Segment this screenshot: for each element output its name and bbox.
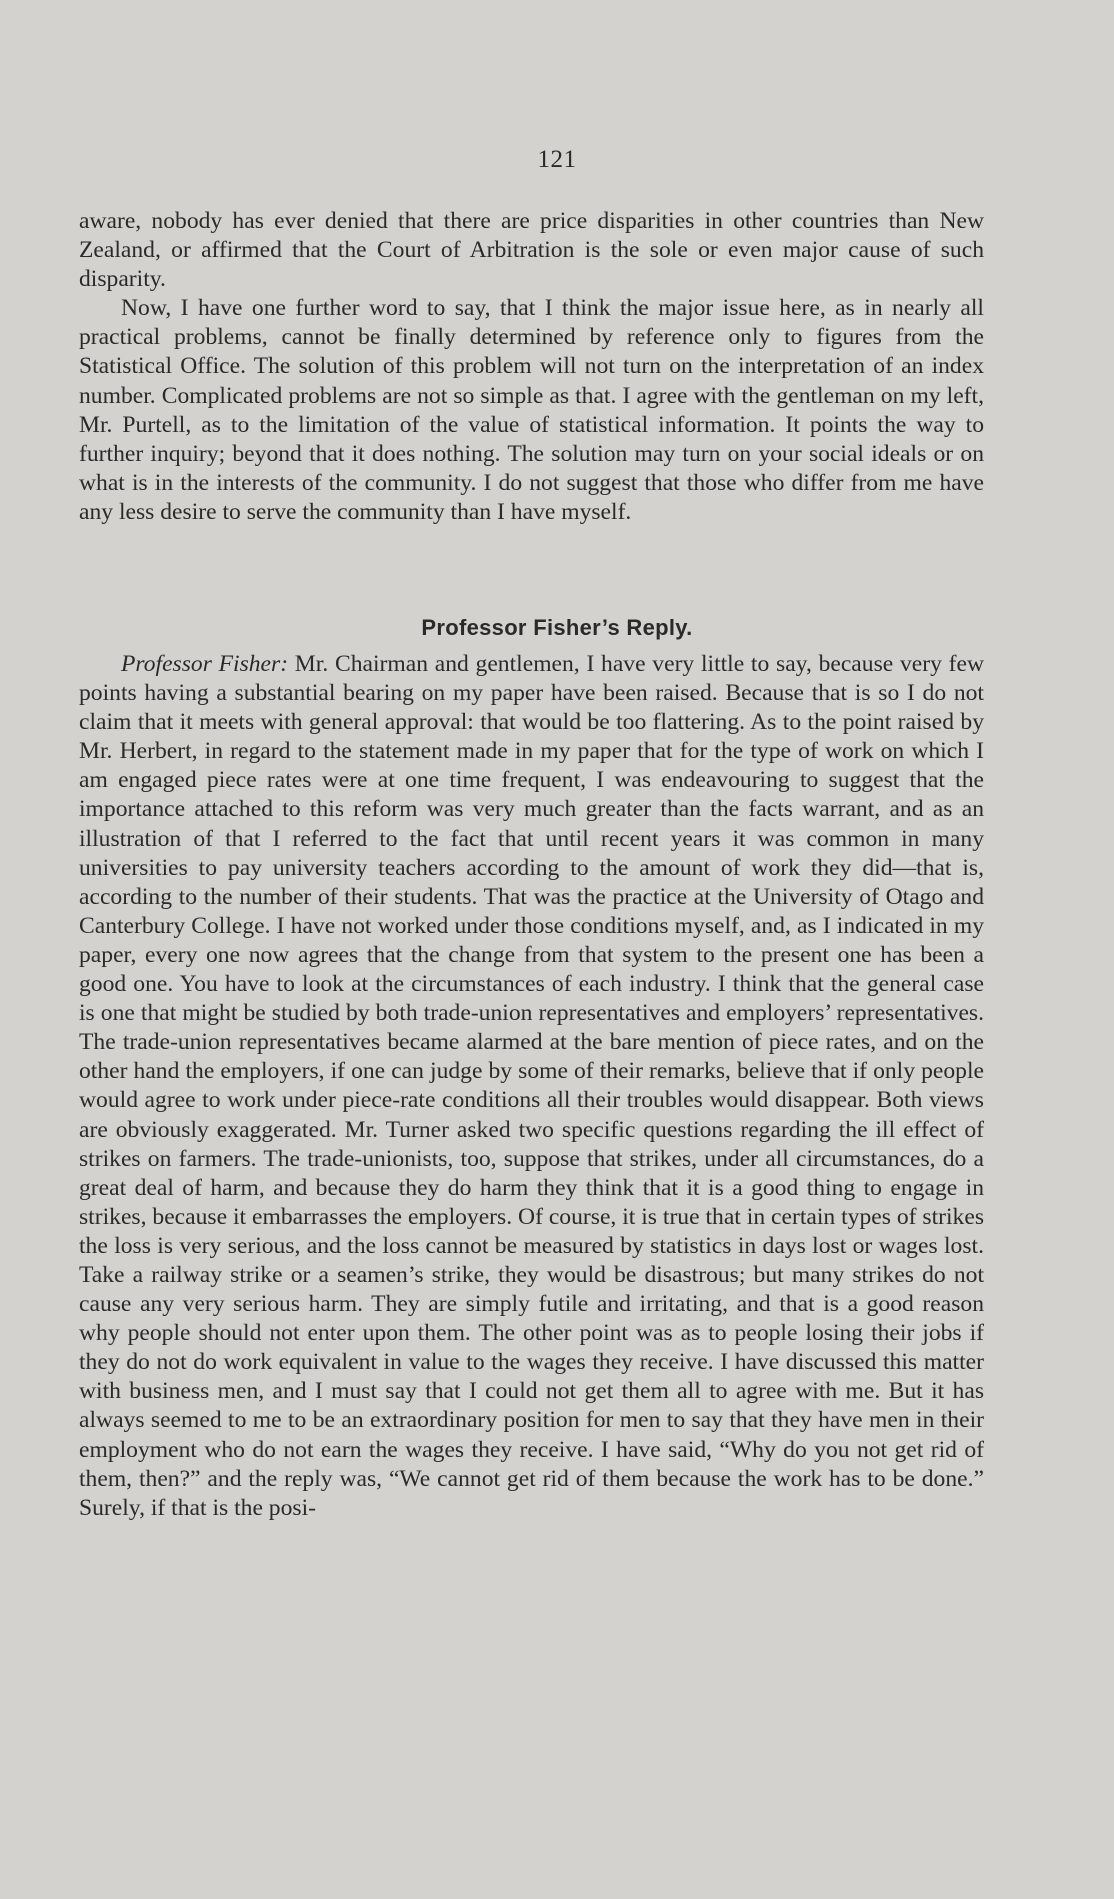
paragraph: Now, I have one further word to say, that I think the major issue here, as in nearly all practical problems, cannot be finally determined by reference only to figures from the Statistical Office. The solution of this problem will not turn on the interpretation of an index number. Complicated problems are not so simple as that. I agree with the gentleman on my left, Mr. Purtell, as to the limitation of the value of statistical information. It points the way to further inquiry; beyond that it does nothing. The solution may turn on your social ideals or on what is in the interests of the community. I do not suggest that those who differ from me have any less desire to serve the community than I have myself. xyxy=(79,295,984,525)
reply-body: Mr. Chairman and gentlemen, I have very little to say, because very few points having a substantial bearing on my paper have been raised. Because that is so I do not claim that it meets with general approval: that would be too flattering. As to the point raised by Mr. Herbert, in regard to the statement made in my paper that for the type of work on which I am engaged piece rates were at one time frequent, I was endeavouring to suggest that the importance attached to this reform was very much greater than the facts warrant, and as an illustration of that I referred to the fact that until recent years it was common in many universities to pay university teachers according to the amount of work they did—that is, according to the number of their students. That was the practice at the University of Otago and Canterbury College. I have not worked under those conditions myself, and, as I indicated in my paper, every one now agrees that the change from that system to the present one has been a good one. You have to look at the circumstances of each industry. I think that the general case is one that might be studied by both trade-union representatives and employers’ representatives. The trade-union representatives became alarmed at the bare mention of piece rates, and on the other hand the employers, if one can judge by some of their remarks, believe that if only people would agree to work under piece-rate conditions all their troubles would disappear. Both views are obviously exaggerated. Mr. Turner asked two specific questions regarding the ill effect of strikes on farmers. The trade-unionists, too, suppose that strikes, under all circumstances, do a great deal of harm, and because they do harm they think that it is a good thing to engage in strikes, because it embarrasses the employers. Of course, it is true that in certain types of strikes the loss is very serious, and the loss cannot be measured by statistics in days lost or wages lost. Take a railway strike or a seamen’s strike, they would be disastrous; but many strikes do not cause any very serious harm. They are simply futile and irritating, and that is a good reason why people should not enter upon them. The other point was as to people losing their jobs if they do not do work equivalent in value to the wages they receive. I have discussed this matter with business men, and I must say that I could not get them all to agree with me. But it has always seemed to me to be an extraordinary position for men to say that they have men in their employment who do not earn the wages they receive. I have said, “Why do you not get rid of them, then?” and the reply was, “We cannot get rid of them because the work has to be done.” Surely, if that is the posi- xyxy=(79,651,984,1521)
page-number: 121 xyxy=(537,146,577,173)
body-text-top xyxy=(79,207,984,527)
reply-text xyxy=(79,650,984,1523)
reply-paragraph xyxy=(79,650,984,1523)
section-heading: Professor Fisher’s Reply. xyxy=(421,615,693,640)
paragraph: aware, nobody has ever denied that there are price disparities in other countries than New Zealand, or affirmed that the Court of Arbitration is the sole or even major cause of such disparity. xyxy=(79,208,984,293)
speaker-name: Professor Fisher: xyxy=(121,651,289,677)
